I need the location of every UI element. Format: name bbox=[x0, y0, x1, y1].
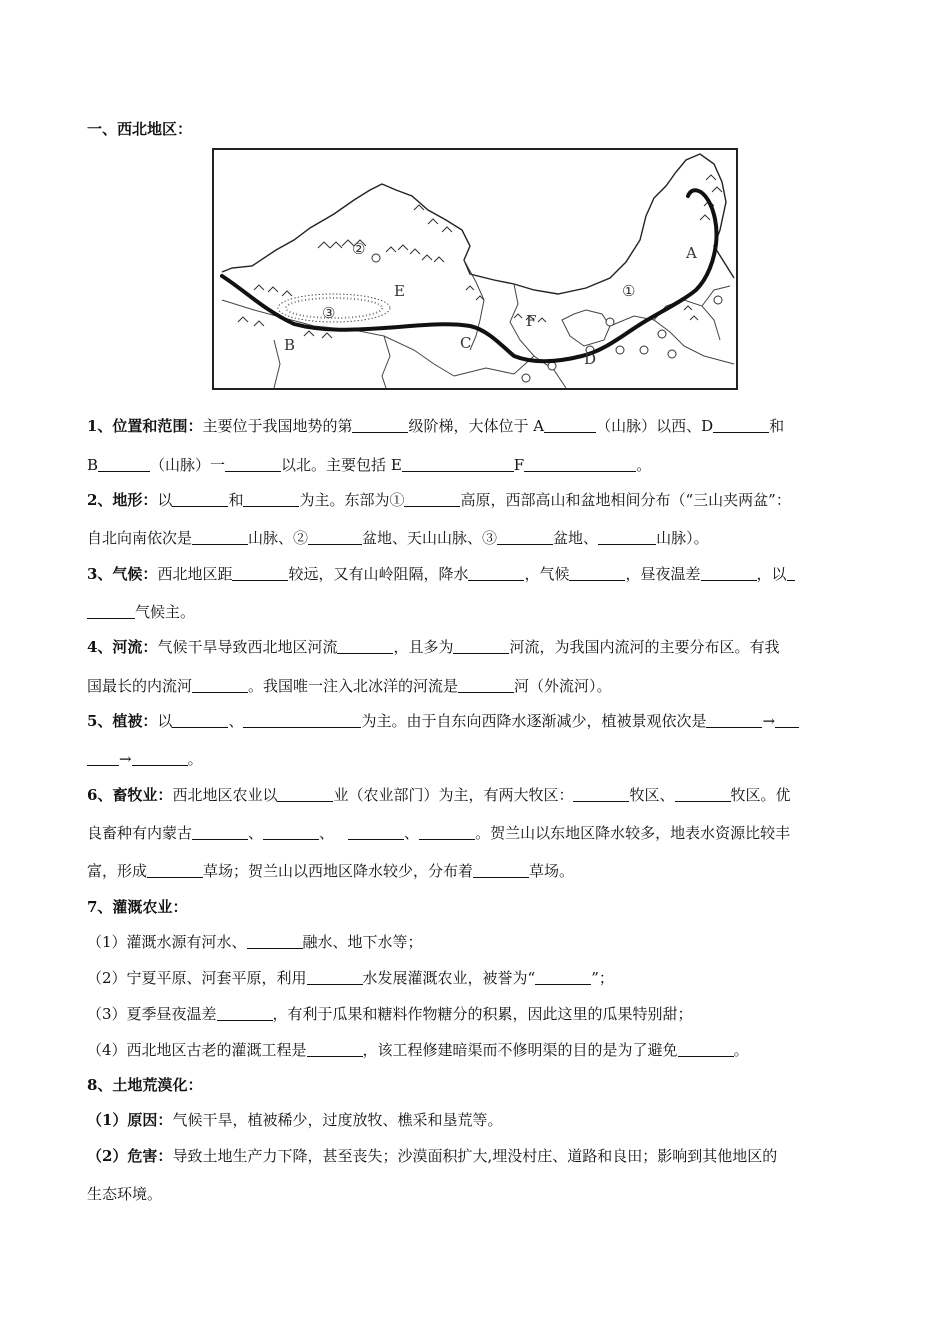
s6-text: 富，形成 bbox=[87, 862, 148, 880]
s6-text: 草场。 bbox=[529, 862, 575, 880]
s8-harms-heading: （2）危害： bbox=[87, 1147, 173, 1165]
s4-text: 国最长的内流河 bbox=[87, 677, 193, 695]
s5-line2 bbox=[87, 749, 865, 769]
s6-line1 bbox=[87, 785, 865, 805]
s4-text: 气候干旱导致西北地区河流 bbox=[157, 638, 338, 656]
s2-text: 山脉、② bbox=[248, 529, 309, 547]
s7-text: ，该工程修建暗渠而不修明渠的目的是为了避免 bbox=[362, 1041, 678, 1059]
s7-p1 bbox=[87, 932, 865, 952]
blank[interactable] bbox=[192, 824, 248, 840]
s1-text: 以北。主要包括 E bbox=[281, 456, 402, 474]
s7-text: （2）宁夏平原、河套平原，利用 bbox=[87, 969, 307, 987]
map-label-e: E bbox=[394, 282, 405, 300]
blank[interactable] bbox=[307, 1041, 363, 1057]
blank[interactable] bbox=[225, 456, 281, 472]
map-label-3: ③ bbox=[322, 304, 336, 322]
blank[interactable] bbox=[787, 565, 795, 581]
blank[interactable] bbox=[453, 638, 509, 654]
s1-line1 bbox=[87, 416, 865, 436]
blank[interactable] bbox=[535, 969, 591, 985]
s4-text: ，且多为 bbox=[393, 638, 454, 656]
blank[interactable] bbox=[247, 933, 303, 949]
map-label-d: D bbox=[584, 350, 597, 368]
s6-text: 牧区。优 bbox=[730, 786, 791, 804]
s5-text: 为主。由于自东向西降水逐渐减少，植被景观依次是 bbox=[361, 712, 707, 730]
s6-line3 bbox=[87, 861, 865, 881]
blank[interactable] bbox=[419, 824, 475, 840]
s6-text: 、 bbox=[248, 824, 264, 842]
s6-text: 、 bbox=[319, 824, 335, 842]
s1-text: F bbox=[513, 456, 525, 474]
s7-p2 bbox=[87, 968, 865, 988]
s2-line1 bbox=[87, 490, 865, 510]
blank[interactable] bbox=[497, 529, 553, 545]
blank[interactable] bbox=[192, 529, 248, 545]
s2-text: 高原，西部高山和盆地相间分布（“三山夹两盆”： bbox=[460, 491, 791, 509]
blank[interactable] bbox=[404, 491, 460, 507]
s4-heading: 4、河流： bbox=[87, 638, 158, 656]
s5-text: 、 bbox=[228, 712, 244, 730]
s1-text: （山脉）一 bbox=[150, 456, 226, 474]
s7-heading: 7、灌溉农业： bbox=[87, 898, 188, 916]
s2-text: 和 bbox=[228, 491, 244, 509]
s3-text: ，昼夜温差 bbox=[625, 565, 701, 583]
s1-text: 主要位于我国地势的第 bbox=[202, 417, 353, 435]
s1-text: B bbox=[87, 456, 99, 474]
s6-text: 业（农业部门）为主，有两大牧区： bbox=[333, 786, 574, 804]
s3-line1 bbox=[87, 564, 865, 584]
map-label-b: B bbox=[284, 336, 296, 354]
blank[interactable] bbox=[524, 456, 636, 472]
s8-text: 导致土地生产力下降，甚至丧失；沙漠面积扩大,埋没村庄、道路和良田；影响到其他地区的 bbox=[172, 1147, 778, 1165]
s4-text: 河（外流河）。 bbox=[514, 677, 612, 695]
map-label-c: C bbox=[460, 334, 472, 352]
s5-text: → bbox=[119, 750, 132, 768]
s8-causes-heading: （1）原因： bbox=[87, 1111, 173, 1129]
s5-line1 bbox=[87, 711, 865, 731]
s1-text: （山脉）以西、D bbox=[596, 417, 714, 435]
s6-heading: 6、畜牧业： bbox=[87, 786, 173, 804]
s4-text: 。我国唯一注入北冰洋的河流是 bbox=[248, 677, 459, 695]
blank[interactable] bbox=[573, 786, 629, 802]
blank[interactable] bbox=[569, 565, 625, 581]
s7-text: 融水、地下水等； bbox=[302, 933, 423, 951]
map-label-2: ② bbox=[352, 240, 366, 258]
blank[interactable] bbox=[132, 750, 188, 766]
s6-line2 bbox=[87, 823, 865, 843]
s7-p4 bbox=[87, 1040, 865, 1060]
s2-heading: 2、地形： bbox=[87, 491, 158, 509]
s1-text: 和 bbox=[769, 417, 785, 435]
s1-line2 bbox=[87, 455, 865, 475]
s7-text: （3）夏季昼夜温差 bbox=[87, 1005, 217, 1023]
blank[interactable] bbox=[308, 529, 362, 545]
blank[interactable] bbox=[147, 862, 203, 878]
s6-text: 、 bbox=[404, 824, 420, 842]
s7-text: （1）灌溉水源有河水、 bbox=[87, 933, 247, 951]
s3-text: ，以 bbox=[756, 565, 787, 583]
s7-text: ，有利于瓜果和糖料作物糖分的积累，因此这里的瓜果特别甜； bbox=[272, 1005, 693, 1023]
s1-text: 。 bbox=[636, 456, 652, 474]
section-title: 一、西北地区： bbox=[87, 120, 193, 138]
s8-harms-cont bbox=[87, 1184, 865, 1204]
s8-harms bbox=[87, 1146, 865, 1166]
s8-text: 气候干旱，植被稀少，过度放牧、樵采和垦荒等。 bbox=[172, 1111, 503, 1129]
s6-text: 牧区、 bbox=[629, 786, 675, 804]
s1-text: 级阶梯，大体位于 A bbox=[408, 417, 545, 435]
s4-text: 河流，为我国内流河的主要分布区。有我 bbox=[509, 638, 780, 656]
map-label-f: F bbox=[526, 312, 537, 330]
s3-text: 西北地区距 bbox=[157, 565, 233, 583]
s2-text: 为主。东部为① bbox=[299, 491, 405, 509]
blank[interactable] bbox=[706, 712, 762, 728]
s2-text: 山脉）。 bbox=[656, 529, 709, 547]
blank[interactable] bbox=[98, 456, 150, 472]
blank[interactable] bbox=[675, 786, 731, 802]
blank[interactable] bbox=[192, 677, 248, 693]
s5-text: → bbox=[762, 712, 776, 730]
blank[interactable] bbox=[468, 565, 524, 581]
blank[interactable] bbox=[217, 1005, 273, 1021]
blank[interactable] bbox=[701, 565, 757, 581]
blank[interactable] bbox=[87, 750, 119, 766]
s8-causes bbox=[87, 1110, 865, 1130]
blank[interactable] bbox=[263, 824, 319, 840]
s4-line1 bbox=[87, 637, 865, 657]
s7-text: （4）西北地区古老的灌溉工程是 bbox=[87, 1041, 307, 1059]
s7-text: 水发展灌溉农业，被誉为“ bbox=[362, 969, 536, 987]
s3-line2 bbox=[87, 602, 865, 622]
s7-text: ”； bbox=[591, 969, 614, 987]
s7-heading-line bbox=[87, 897, 865, 917]
blank[interactable] bbox=[348, 824, 404, 840]
s5-text: 以 bbox=[157, 712, 173, 730]
map-label-1: ① bbox=[622, 282, 636, 300]
s6-text: 。贺兰山以东地区降水较多，地表水资源比较丰 bbox=[475, 824, 791, 842]
s2-text: 盆地、天山山脉、③ bbox=[362, 529, 498, 547]
blank[interactable] bbox=[232, 565, 288, 581]
blank[interactable] bbox=[172, 712, 228, 728]
blank[interactable] bbox=[402, 456, 514, 472]
map-label-a: A bbox=[686, 244, 697, 262]
s2-line2 bbox=[87, 528, 865, 548]
blank[interactable] bbox=[473, 862, 529, 878]
blank[interactable] bbox=[307, 969, 363, 985]
s2-text: 以 bbox=[157, 491, 173, 509]
northwest-map bbox=[212, 148, 738, 390]
s8-text: 生态环境。 bbox=[87, 1185, 163, 1203]
blank[interactable] bbox=[775, 712, 799, 728]
s2-text: 盆地、 bbox=[553, 529, 599, 547]
blank[interactable] bbox=[337, 638, 393, 654]
blank[interactable] bbox=[243, 491, 299, 507]
s3-text: 较远，又有山岭阻隔，降水 bbox=[288, 565, 469, 583]
s3-text: ，气候 bbox=[524, 565, 570, 583]
s6-text: 良畜种有内蒙古 bbox=[87, 824, 193, 842]
s7-text: 。 bbox=[733, 1041, 749, 1059]
s1-heading: 1、位置和范围： bbox=[87, 417, 203, 435]
s3-text: 气候主。 bbox=[135, 603, 196, 621]
s2-text: 自北向南依次是 bbox=[87, 529, 193, 547]
blank[interactable] bbox=[172, 491, 228, 507]
s3-heading: 3、气候： bbox=[87, 565, 158, 583]
blank[interactable] bbox=[277, 786, 333, 802]
blank[interactable] bbox=[713, 417, 769, 433]
s5-heading: 5、植被： bbox=[87, 712, 158, 730]
blank[interactable] bbox=[598, 529, 656, 545]
blank[interactable] bbox=[678, 1041, 734, 1057]
s6-text: 西北地区农业以 bbox=[172, 786, 278, 804]
blank[interactable] bbox=[87, 603, 135, 619]
s7-p3 bbox=[87, 1004, 865, 1024]
s5-text: 。 bbox=[187, 750, 203, 768]
s4-line2 bbox=[87, 676, 865, 696]
s8-heading-line bbox=[87, 1075, 865, 1095]
blank[interactable] bbox=[544, 417, 596, 433]
s8-heading: 8、土地荒漠化： bbox=[87, 1076, 203, 1094]
blank[interactable] bbox=[458, 677, 514, 693]
blank[interactable] bbox=[243, 712, 361, 728]
blank[interactable] bbox=[352, 417, 408, 433]
s6-text: 草场；贺兰山以西地区降水较少，分布着 bbox=[203, 862, 474, 880]
